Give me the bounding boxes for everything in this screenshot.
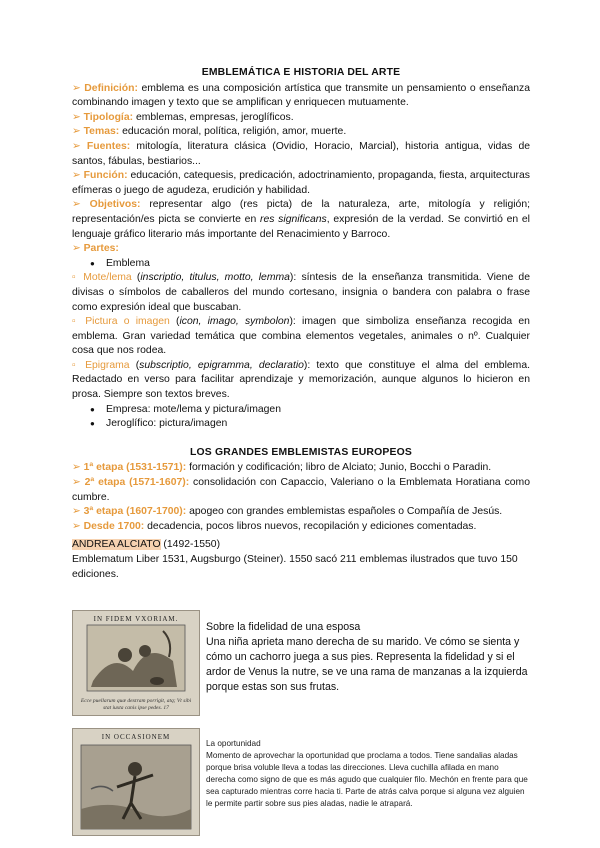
emblem-image-caption: Ecce puellarum quæ dextram porrigit, atq; Vt sibi stat iuxta canis ipse pedes. 17 (80, 698, 192, 711)
square-bullet-icon: ▫ (72, 272, 78, 284)
list-item: ● Empresa: mote/lema y pictura/imagen (90, 403, 530, 418)
arrow-icon: ➢ (72, 506, 81, 518)
engraving-illustration (73, 729, 199, 835)
emblem-ocasion-text (206, 738, 528, 810)
partes-list (72, 257, 530, 272)
mote-paragraph: ▫ Mote/lema (inscriptio, titulus, motto, lemma): síntesis de la enseñanza transmitida. Viene de divisas o símbolos de caballeros del mundo cortesano, insignia o bandera con palabra o frase como expresión ideal que buscaban. (72, 272, 530, 313)
emblem-fidelidad-text (206, 620, 528, 695)
emblem-image-title: IN OCCASIONEM (101, 733, 171, 741)
emblem-fidelidad-image (72, 610, 200, 716)
emblem-title: Sobre la fidelidad de una esposa (206, 621, 361, 633)
objetivos-paragraph: ➢ Objetivos: representar algo (res picta) de la naturaleza, arte, mitología y religión; representación/es picta se convierte en res significans, expresión de la verdad. Se convirtió en el lenguaje gráfico literario más importante del Renacimiento y Barroco. (72, 199, 530, 240)
heading-emblemistas: LOS GRANDES EMBLEMISTAS EUROPEOS (189, 446, 413, 458)
alciato-heading: ANDREA ALCIATO (1492-1550) (72, 539, 221, 551)
funcion-paragraph: ➢ Función: educación, catequesis, predicación, adoctrinamiento, propaganda, fiesta, arquitecturas efímeras o juego de agudeza, erudición y habilidad. (72, 170, 530, 196)
emblem-image-title: IN FIDEM VXORIAM. (93, 615, 179, 623)
arrow-icon: ➢ (72, 126, 81, 138)
alciato-paragraph: Emblematum Liber 1531, Augsburgo (Steiner). 1550 sacó 211 emblemas ilustrados que tuvo 150 ediciones. (72, 554, 518, 580)
square-bullet-icon: ▫ (72, 316, 79, 328)
arrow-icon: ➢ (72, 477, 81, 489)
document-body (72, 66, 530, 582)
square-bullet-icon: ▫ (72, 359, 79, 371)
tipologia-paragraph: ➢ Tipología: emblemas, empresas, jeroglíficos. (72, 111, 294, 123)
etapa-4-paragraph: ➢ Desde 1700: decadencia, pocos libros nuevos, recopilación y ediciones comentadas. (72, 520, 477, 532)
emblem-title: La oportunidad (206, 739, 261, 748)
emblem-description: Momento de aprovechar la oportunidad que proclama a todos. Tiene sandalias aladas porque brisa voluble lleva a todas las direcciones. Lleva cuchilla afilada en mano derecha como signo de que es más agudo que cualquier filo. Mechón en frente para que sea capturado mientras corre hacia ti. Parte de atrás calva porque si alguna vez alguien le permite partir sobre sus pies aladas, nadie le atrapará. (206, 751, 528, 808)
arrow-icon: ➢ (72, 199, 81, 211)
list-item: ● Emblema (90, 257, 530, 272)
arrow-icon: ➢ (72, 520, 81, 532)
pictura-paragraph: ▫ Pictura o imagen (icon, imago, symbolon): imagen que simboliza enseñanza recogida en emblema. Gran variedad temática que combina elementos vegetales, animales o nº. Cualquier cosa que nos rodea. (72, 316, 530, 357)
arrow-icon: ➢ (72, 170, 81, 182)
arrow-icon: ➢ (72, 243, 81, 255)
epigrama-paragraph: ▫ Epigrama (subscriptio, epigramma, declaratio): texto que constituye el alma del emblema. Redactado en verso para facilitar aprendizaje y memorización, aunque algunos lo hicieron en prosa. Siempre son textos breves. (72, 359, 530, 401)
heading-emblematica: EMBLEMÁTICA E HISTORIA DEL ARTE (201, 67, 401, 78)
etapa-1-paragraph: ➢ 1ª etapa (1531-1571): formación y codificación; libro de Alciato; Junio, Bocchi o Paradin. (72, 462, 492, 474)
arrow-icon: ➢ (72, 111, 81, 123)
partes-paragraph: ➢ Partes: (72, 243, 119, 255)
temas-paragraph: ➢ Temas: educación moral, política, religión, amor, muerte. (72, 126, 347, 138)
tipos-list (72, 403, 530, 432)
list-item: ● Jeroglífico: pictura/imagen (90, 417, 530, 432)
definicion-paragraph: ➢ Definición: emblema es una composición artística que transmite un pensamiento o enseñanza combinando imagen y texto que se amplifican y enriquecen mutuamente. (72, 82, 531, 109)
emblem-ocasion-image (72, 728, 200, 836)
emblem-description: Una niña aprieta mano derecha de su marido. Ve cómo se sienta y cómo un cachorro juega a sus pies. Representa la fidelidad y si el ardor de Venus la nutre, se ve una rama de manzanas a la izquierda porque estas son sus frutas. (206, 636, 528, 693)
arrow-icon: ➢ (72, 140, 81, 152)
fuentes-paragraph: ➢ Fuentes: mitología, literatura clásica (Ovidio, Horacio, Marcial), historia antigua, vidas de santos, fábulas, bestiarios... (72, 140, 530, 167)
etapa-3-paragraph: ➢ 3ª etapa (1607-1700): apogeo con grandes emblemistas españoles o Compañía de Jesús. (72, 506, 503, 518)
etapa-2-paragraph: ➢ 2ª etapa (1571-1607): consolidación con Capaccio, Valeriano o la Emblemata Horatiana como cumbre. (72, 477, 530, 503)
arrow-icon: ➢ (72, 462, 81, 474)
arrow-icon: ➢ (72, 82, 81, 94)
